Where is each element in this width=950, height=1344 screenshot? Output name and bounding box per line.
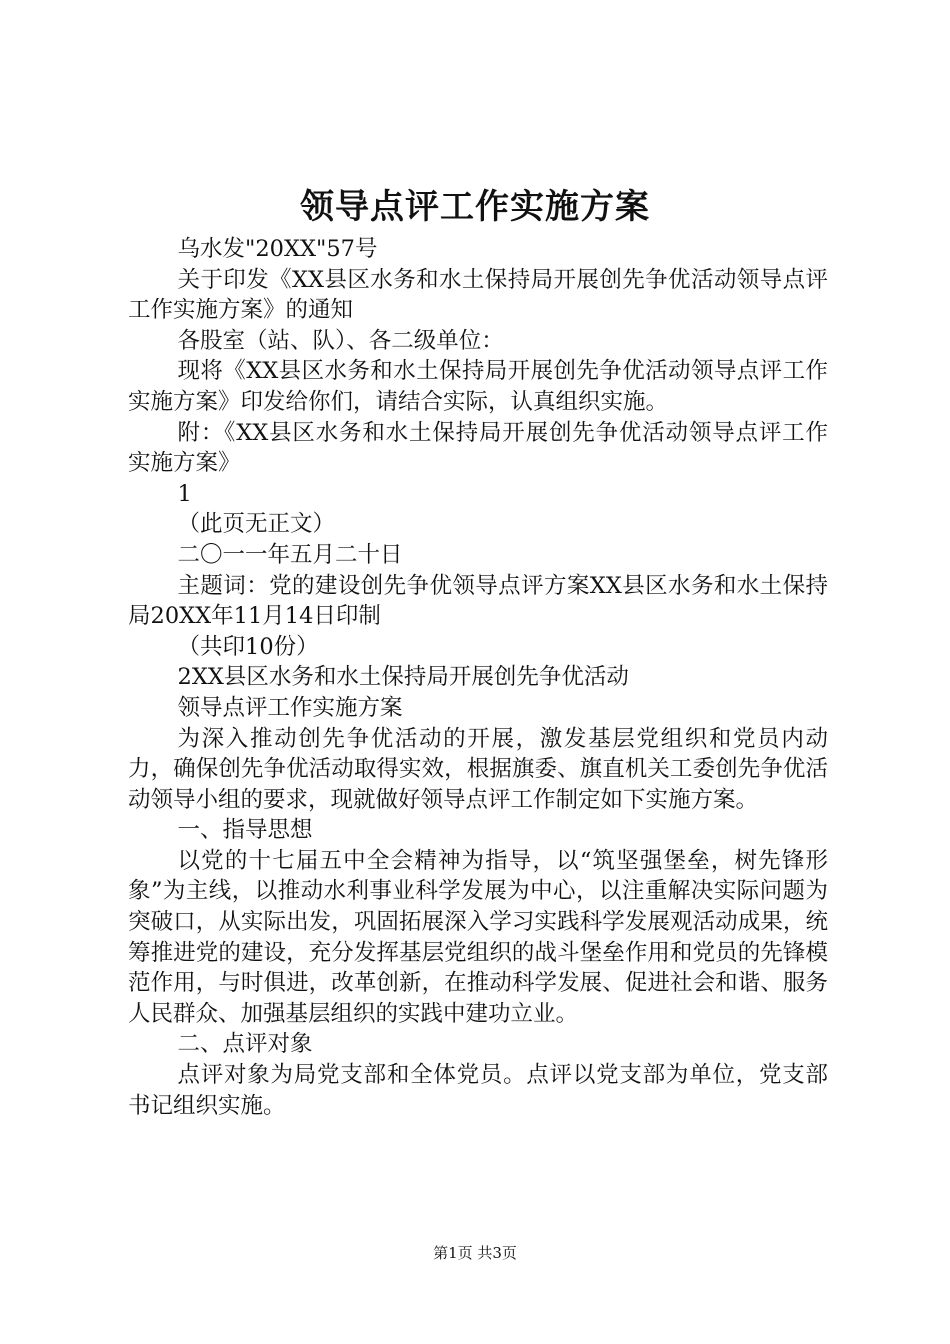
doc-number: 乌水发"20XX"57号 [177, 236, 378, 262]
plan-intro: 为深入推动创先争优活动的开展，激发基层党组织和党员内动力，确保创先争优活动取得实效，根据旗委、旗直机关工委创先争优活动领导小组的要求，现就做好领导点评工作制定如下实施方案。 [128, 725, 828, 813]
issue-date: 二〇一一年五月二十日 [177, 541, 403, 568]
review-targets-body: 点评对象为局党支部和全体党员。点评以党支部为单位，党支部书记组织实施。 [128, 1062, 828, 1119]
recipients: 各股室（站、队）、各二级单位： [177, 327, 504, 354]
print-count: （共印10份） [177, 633, 319, 660]
notice-body: 现将《XX县区水务和水土保持局开展创先争优活动领导点评工作实施方案》印发给你们，请结合实际，认真组织实施。 [128, 358, 828, 415]
attachment-line: 附：《XX县区水务和水土保持局开展创先争优活动领导点评工作实施方案》 [128, 419, 828, 477]
section-heading-review-targets: 二、点评对象 [177, 1031, 313, 1058]
guiding-thought-body: 以党的十七届五中全会精神为指导，以“筑坚强堡垒，树先锋形象”为主线，以推动水利事业科学发展为中心，以注重解决实际问题为突破口，从实际出发，巩固拓展深入学习实践科学发展观活动成果，统筹推进党的建设，充分发挥基层党组织的战斗堡垒作用和党员的先锋模范作用，与时俱进，改革创新，在推动科学发展、促进社会和谐、服务人民群众、加强基层组织的实践中建功立业。 [128, 847, 828, 1027]
no-content-note: （此页无正文） [177, 511, 336, 538]
plan-heading-line2: 领导点评工作实施方案 [177, 694, 403, 721]
notice-subject: 关于印发《XX县区水务和水土保持局开展创先争优活动领导点评工作实施方案》的通知 [128, 266, 828, 324]
subject-keywords: 主题词：党的建设创先争优领导点评方案XX县区水务和水土保持局20XX年11月14日印制 [128, 572, 828, 630]
plan-heading-line1: 2XX县区水务和水土保持局开展创先争优活动 [177, 664, 629, 691]
page-mark-1: 1 [177, 480, 192, 507]
section-heading-guiding-thought: 一、指导思想 [177, 817, 313, 844]
document-title: 领导点评工作实施方案 [300, 187, 650, 227]
document-body [128, 234, 828, 1121]
page-footer: 第1页 共3页 [433, 1244, 517, 1262]
